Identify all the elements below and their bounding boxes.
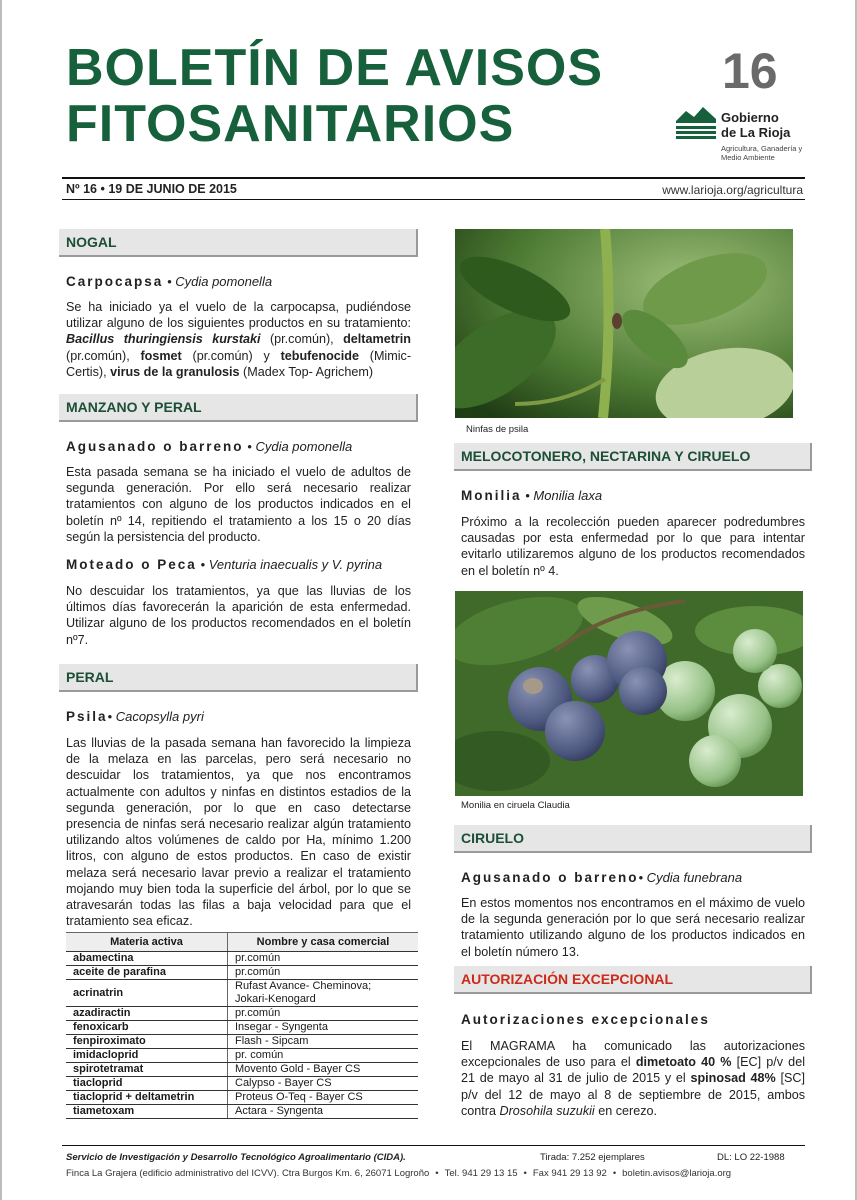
footer-legal-deposit: DL: LO 22-1988 xyxy=(717,1152,785,1163)
autorizaciones-title: Autorizaciones excepcionales xyxy=(461,1012,710,1027)
moteado-text: No descuidar los tratamientos, ya que las lluvias de los últimos días favorecerán la aparición de esta enfermedad. Utilizar alguno de los productos recomendados en el boletín nº7. xyxy=(66,584,411,647)
gobierno-la-rioja-logo xyxy=(674,101,804,169)
pest-species: • Monilia laxa xyxy=(525,488,603,503)
logo-subtitle: Agricultura, Ganadería y Medio Ambiente xyxy=(721,144,803,162)
pest-heading-monilia xyxy=(461,488,602,503)
pest-species: • Cydia pomonella xyxy=(167,274,273,289)
pest-name: Agusanado o barreno xyxy=(461,870,639,885)
pest-heading-agusanado-ciruelo xyxy=(461,870,742,885)
nogal-text: Se ha iniciado ya el vuelo de la carpocapsa, pudiéndose utilizar alguno de los siguientes productos en su tratamiento: Bacillus thuringiensis kurstaki (pr.común), deltametrin (pr.común), fosmet (pr.común) y tebufenocide (Mimic-Certis), virus de la granulosis (Madex Top- Agrichem) xyxy=(66,300,412,379)
section-header-autorizacion: AUTORIZACIÓN EXCEPCIONAL xyxy=(454,966,812,994)
title-line-2: FITOSANITARIOS xyxy=(66,95,515,153)
photo-caption-monilia: Monilia en ciruela Claudia xyxy=(461,800,570,811)
table-row: fenoxicarb Insegar - Syngenta xyxy=(66,1021,418,1035)
table-row: tiametoxam Actara - Syngenta xyxy=(66,1105,418,1119)
rioja-mountain-icon xyxy=(676,105,716,139)
logo-line-1: Gobierno xyxy=(721,110,779,125)
header-rule xyxy=(62,177,805,179)
issue-number-large: 16 xyxy=(722,43,778,99)
table-row: acrinatrin Rufast Avance- Cheminova; Jokari-Kenogard xyxy=(66,980,418,1007)
footer-tirada: Tirada: 7.252 ejemplares xyxy=(540,1152,645,1163)
column-header: Nombre y casa comercial xyxy=(228,933,419,952)
section-header-melocotonero: MELOCOTONERO, NECTARINA Y CIRUELO xyxy=(454,443,812,471)
pest-name: Monilia xyxy=(461,488,522,503)
footer-fax: Fax 941 29 13 92 xyxy=(532,1168,607,1179)
page-title xyxy=(66,40,686,152)
footer-institution: Servicio de Investigación y Desarrollo Tecnológico Agroalimentario (CIDA). xyxy=(66,1152,406,1163)
pest-heading-moteado xyxy=(66,557,382,572)
table-row: tiacloprid Calypso - Bayer CS xyxy=(66,1077,418,1091)
heading-autorizaciones xyxy=(461,1012,710,1027)
table-row: azadiractin pr.común xyxy=(66,1007,418,1021)
title-line-1: BOLETÍN DE AVISOS xyxy=(66,39,604,97)
issue-date: 19 DE JUNIO DE 2015 xyxy=(108,182,237,196)
pest-name: Psila xyxy=(66,709,108,724)
table-row: imidacloprid pr. común xyxy=(66,1049,418,1063)
table-row: spirotetramat Movento Gold - Bayer CS xyxy=(66,1063,418,1077)
products-table xyxy=(66,932,418,1119)
psila-text: Las lluvias de la pasada semana han favorecido la limpieza de la melaza en las parcelas, pero será necesario no descuidar los tratamientos, ya que nos encontramos actualmente con adultos y ninfas en distintos estadios de la segunda generación, por lo que en caso detectarse presencia de ninfas será necesario realizar algún tratamiento utilizando altos volúmenes de caldo por Ha, mínimo 1.200 litros, con alguno de estos productos. En caso de existir melaza será necesario lavar previo a realizar el tratamiento mojando muy bien toda la superficie del árbol, por lo que se atravesarán todas las filas a baja velocidad para que el tratamiento sea eficaz. xyxy=(66,736,411,929)
photo-monilia-plums xyxy=(455,591,803,796)
section-header-ciruelo: CIRUELO xyxy=(454,825,812,853)
pest-species: • Cydia pomonella xyxy=(247,439,353,454)
table-row: abamectina pr.común xyxy=(66,952,418,966)
website-link[interactable]: www.larioja.org/agricultura xyxy=(662,183,803,197)
issue-label: Nº 16 xyxy=(66,182,97,196)
header-rule-bottom xyxy=(62,199,805,200)
table-row: tiacloprid + deltametrin Proteus O-Teq - Bayer CS xyxy=(66,1091,418,1105)
pest-species: • Venturia inaecualis y V. pyrina xyxy=(200,557,383,572)
section-header-nogal: NOGAL xyxy=(59,229,418,257)
footer-address: Finca La Grajera (edificio administrativo del ICVV). Ctra Burgos Km. 6, 26071 Logroño xyxy=(66,1168,430,1179)
pest-species: • Cacopsylla pyri xyxy=(107,709,204,724)
photo-caption-psila: Ninfas de psila xyxy=(466,424,529,435)
footer-phone: Tel. 941 29 13 15 xyxy=(444,1168,518,1179)
table-row: aceite de parafina pr.común xyxy=(66,966,418,980)
logo-line-2: de La Rioja xyxy=(721,125,791,140)
pest-heading-agusanado xyxy=(66,439,352,454)
column-header: Materia activa xyxy=(66,933,228,952)
pest-name: Carpocapsa xyxy=(66,274,164,289)
footer-contact: Finca La Grajera (edificio administrativo del ICVV). Ctra Burgos Km. 6, 26071 Logroño • Tel. 941 29 13 15 • Fax 941 29 13 92 • boletin.avisos@larioja.org xyxy=(66,1168,732,1179)
section-header-manzano-peral: MANZANO Y PERAL xyxy=(59,394,418,422)
bullet: • xyxy=(100,182,105,196)
pest-name: Agusanado o barreno xyxy=(66,439,244,454)
table-header-row xyxy=(66,933,418,952)
pest-name: Moteado o Peca xyxy=(66,557,197,572)
pest-heading-psila xyxy=(66,709,204,724)
section-header-peral: PERAL xyxy=(59,664,418,692)
footer-rule xyxy=(62,1145,805,1146)
photo-psila-nymphs xyxy=(455,229,793,418)
autorizacion-text: El MAGRAMA ha comunicado las autorizaciones excepcionales de uso para el dimetoato 40 % [EC] p/v del 21 de mayo al 31 de julio de 2015 y el spinosad 48% [SC] p/v del 12 de mayo al 8 de septiembre de 2015, ambos contra Drosohila suzukii en cerezo. xyxy=(461,1039,805,1118)
ciruelo-text: En estos momentos nos encontramos en el máximo de vuelo de la segunda generación por lo que será necesario realizar tratamiento utilizando alguno de los productos indicados en el boletín número 13. xyxy=(461,896,805,959)
pest-species: • Cydia funebrana xyxy=(638,870,743,885)
agusanado-text: Esta pasada semana se ha iniciado el vuelo de adultos de segunda generación. Por ello será necesario realizar tratamientos con alguno de los productos indicados en el boletín nº 14, repitiendo el tratamiento a los 15 o 20 días según la persistencia del producto. xyxy=(66,465,411,544)
footer-email[interactable]: boletin.avisos@larioja.org xyxy=(622,1168,732,1179)
issue-date-line xyxy=(66,182,237,196)
page-border-left xyxy=(0,0,2,1200)
monilia-text: Próximo a la recolección pueden aparecer podredumbres causadas por esta enfermedad por lo que para intentar evitarlo utilizaremos alguno de los productos recomendados en el boletín nº 4. xyxy=(461,515,805,578)
pest-heading-carpocapsa xyxy=(66,274,272,289)
table-row: fenpiroximato Flash - Sipcam xyxy=(66,1035,418,1049)
